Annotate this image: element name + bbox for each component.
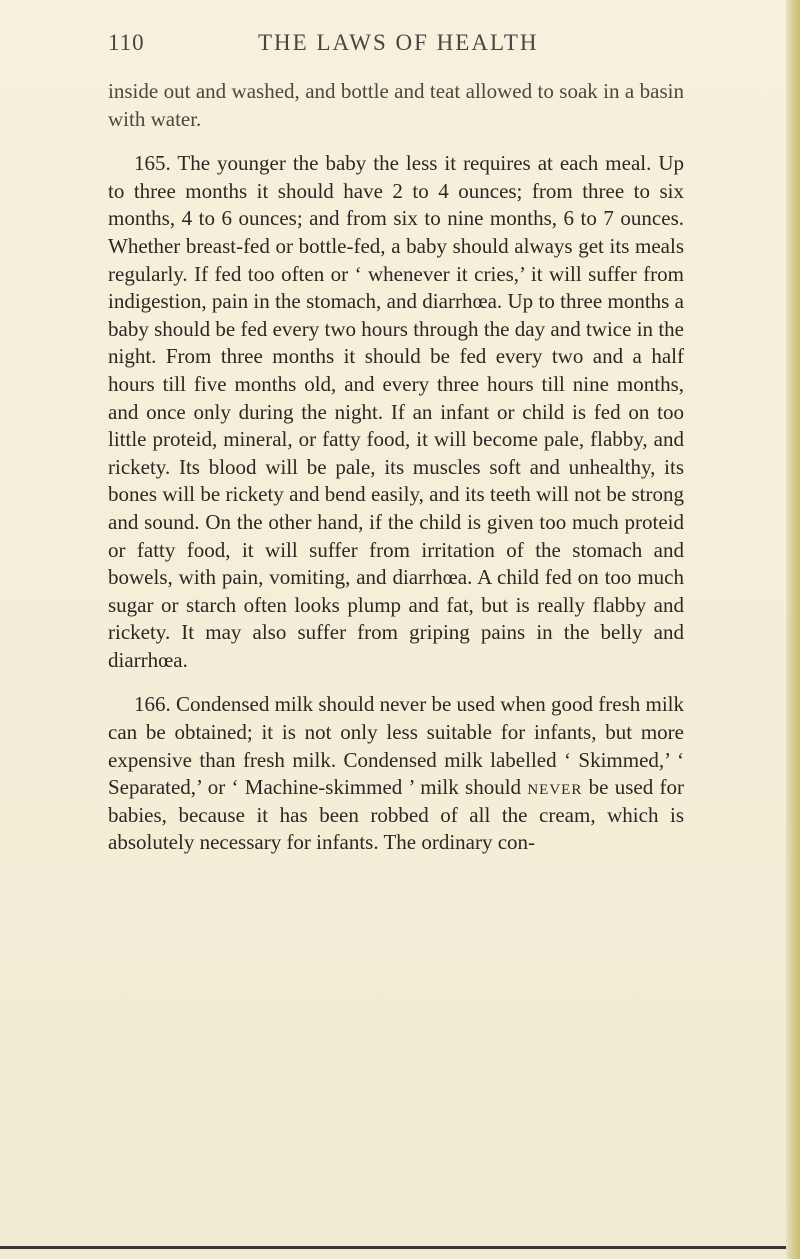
body-text	[108, 78, 684, 857]
paragraph-text-before: Condensed milk should never be used when good fresh milk can be obtained; it is not only less suitable for infants, but more expensive than fresh milk. Condensed milk labelled ‘ Skimmed,’ ‘ Separated,’ or ‘ Machine-skimmed ’ milk should	[108, 692, 684, 800]
paragraph-number: 166.	[134, 692, 171, 717]
bottom-rule	[0, 1246, 786, 1249]
page-edge	[786, 0, 800, 1259]
paragraph-text: The younger the baby the less it requires at each meal. Up to three months it should have 2 to 4 ounces; from three to six months, 4 to 6 ounces; and from six to nine months, 6 to 7 ounces. Whether breast-fed or bottle-fed, a baby should always get its meals regularly. If fed too often or ‘ whenever it cries,’ it will suffer from indigestion, pain in the stomach, and diarrhœa. Up to three months a baby should be fed every two hours through the day and twice in the night. From three months it should be fed every two and a half hours till five months old, and every three hours till nine months, and once only during the night. If an infant or child is fed on too little proteid, mineral, or fatty food, it will become pale, flabby, and rickety. Its blood will be pale, its muscles soft and unhealthy, its bones will be rickety and bend easily, and its teeth will not be strong and sound. On the other hand, if the child is given too much proteid or fatty food, it will suffer from irritation of the stomach and bowels, with pain, vomiting, and diarrhœa. A child fed on too much sugar or starch often looks plump and fat, but is really flabby and rickety. It may also suffer from griping pains in the belly and diarrhœa.	[108, 151, 685, 672]
running-title: THE LAWS OF HEALTH	[258, 30, 539, 55]
paragraph-text-after: be used for babies, because it has been robbed of all the cream, which is absolutely necessary for infants. The ordinary con-	[108, 775, 684, 855]
page-number: 110	[108, 30, 145, 55]
paragraph-166	[108, 691, 684, 857]
paragraph-165	[108, 150, 684, 674]
paragraph-number: 165.	[134, 151, 171, 176]
emphasis-never: never	[527, 775, 583, 800]
continuation-paragraph: inside out and washed, and bottle and teat allowed to soak in a basin with water.	[108, 79, 684, 131]
running-head	[108, 30, 688, 60]
